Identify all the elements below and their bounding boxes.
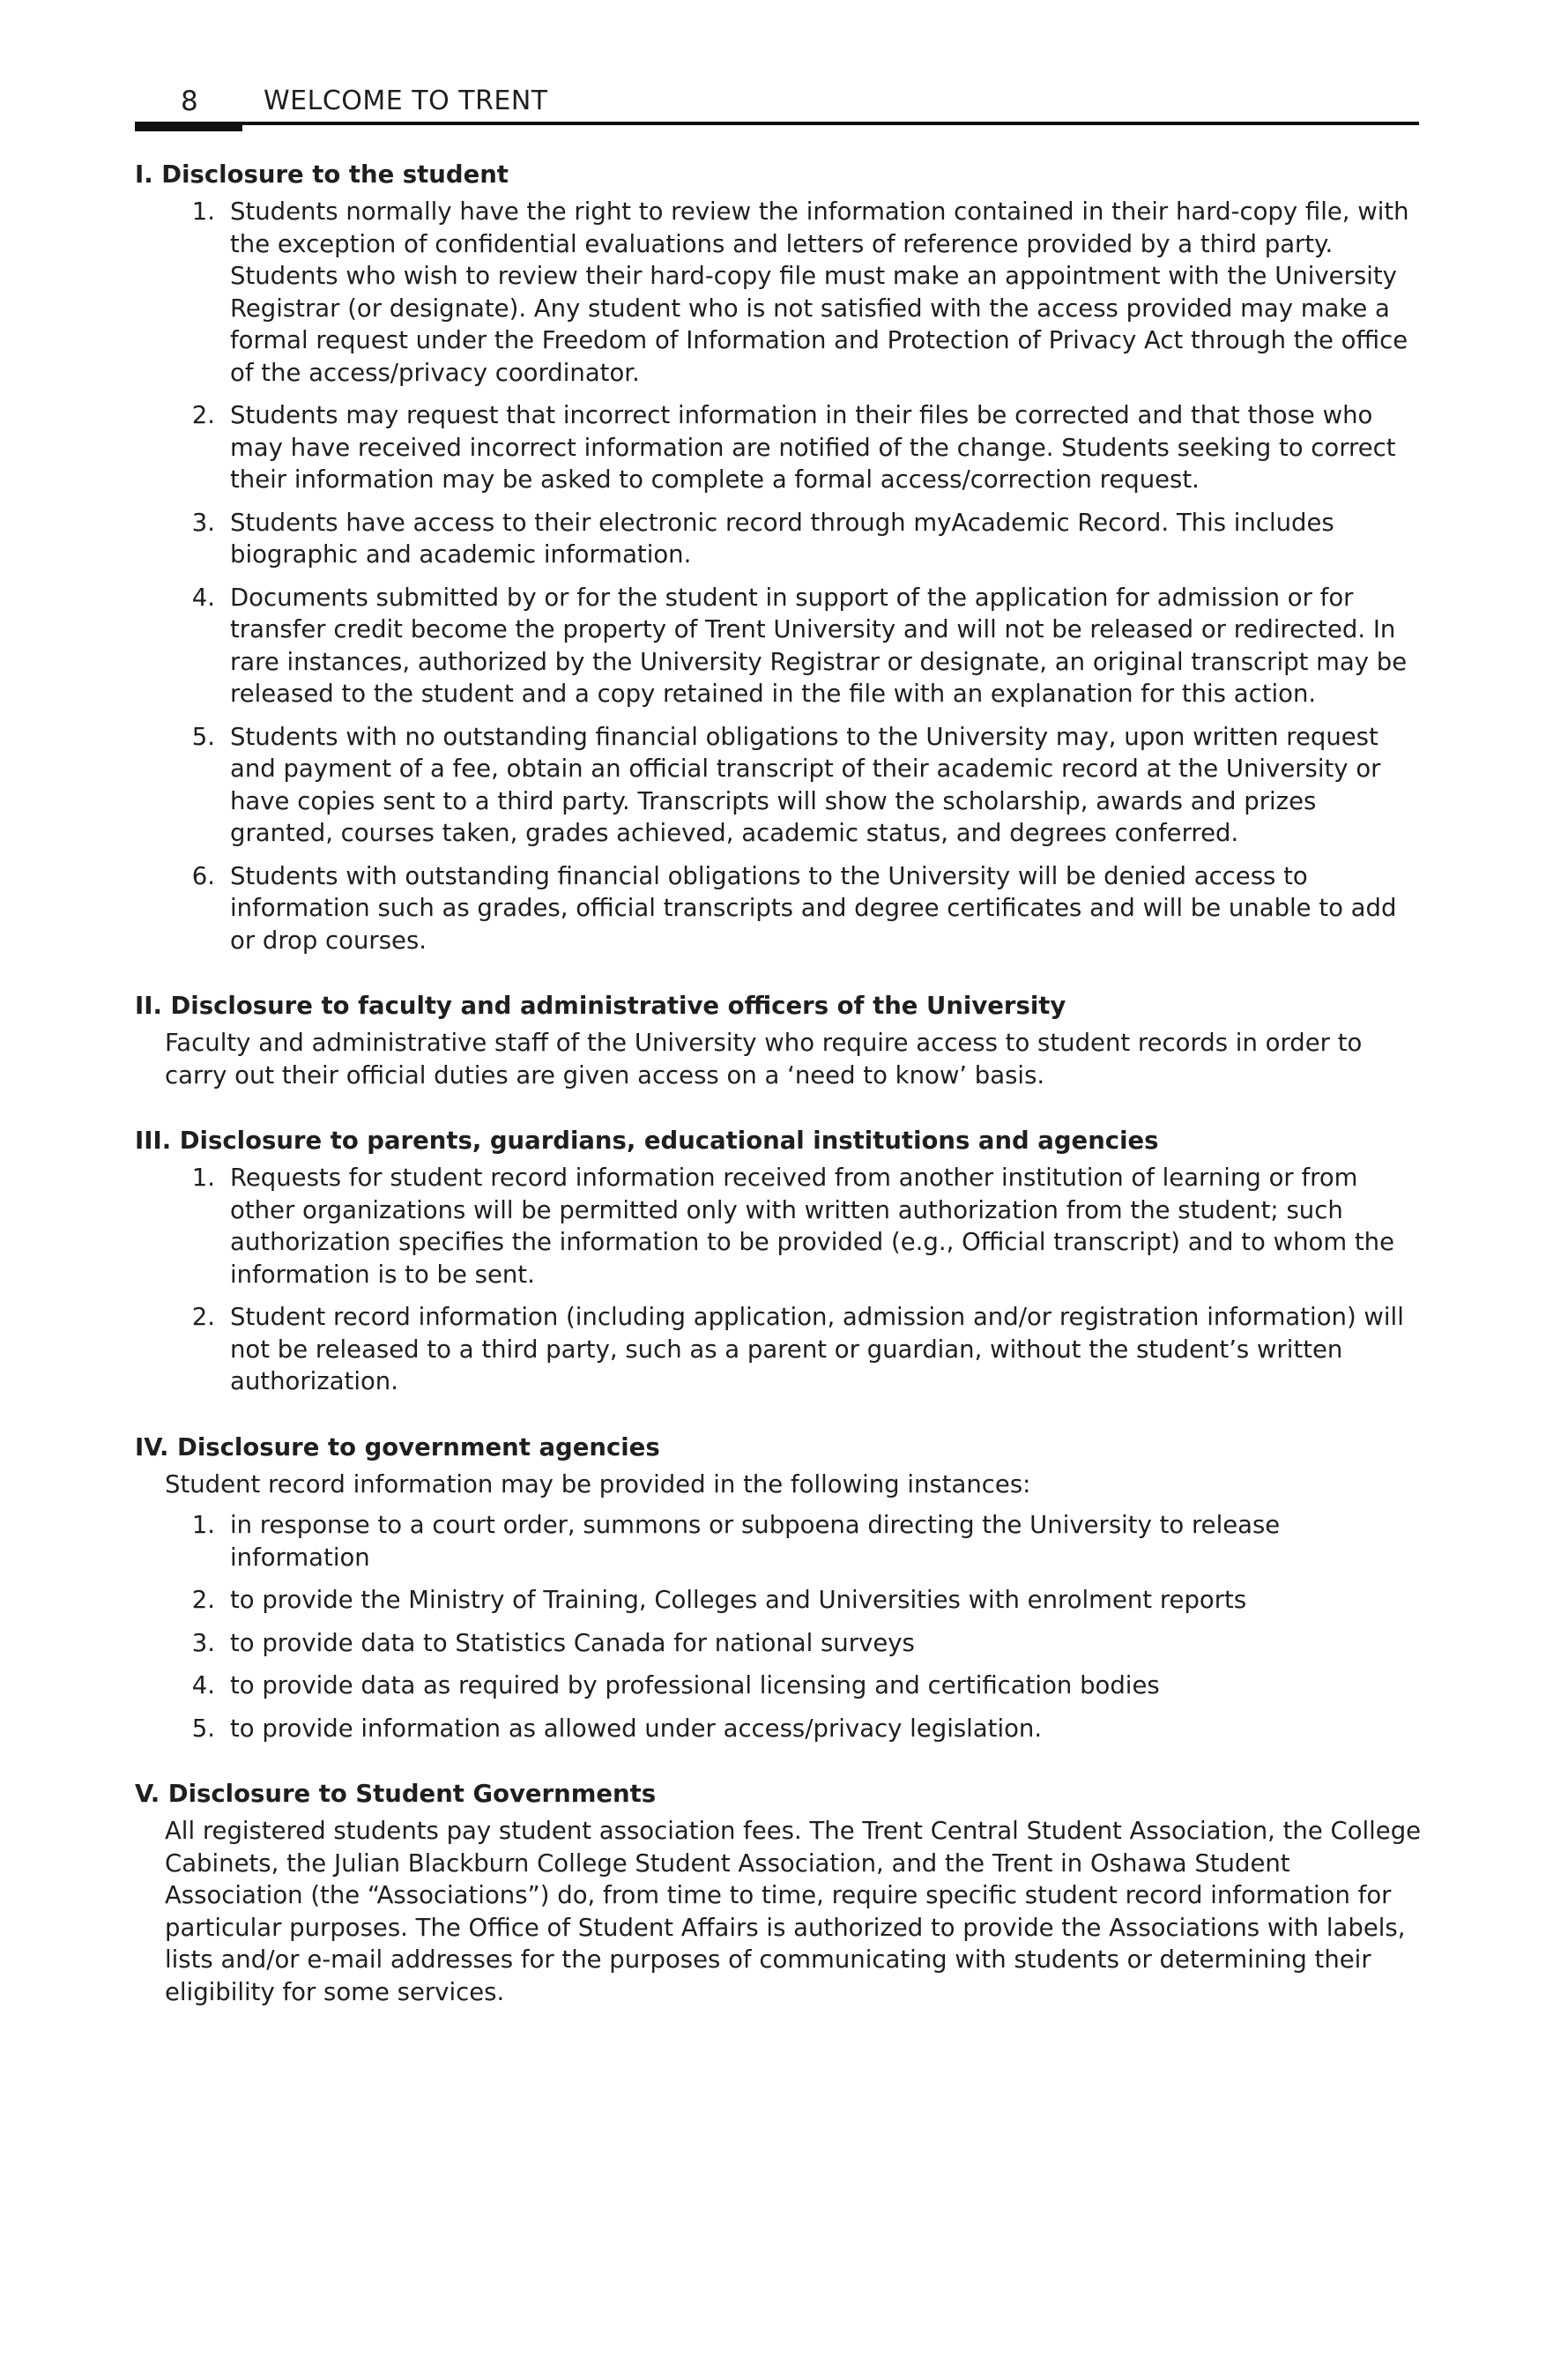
item-text: in response to a court order, summons or subpoena directing the University to release information	[230, 1511, 1281, 1572]
item-number: 5.	[191, 722, 215, 751]
header-rule	[135, 122, 1419, 125]
item-number: 4.	[191, 583, 215, 612]
item-number: 4.	[191, 1671, 215, 1699]
item-text: Students have access to their electronic record through myAcademic Record. This includes biographic and academic information.	[230, 508, 1334, 569]
item-text: Documents submitted by or for the student in support of the application for admission or for transfer credit become the property of Trent University and will not be released or redirected. In rare instances, authorized by the University Registrar or designate, an original transcript may be released to the student and a copy retained in the file with an explanation for this action.	[230, 583, 1408, 708]
list-item	[135, 721, 1422, 850]
section-heading: IV. Disclosure to government agencies	[135, 1432, 660, 1461]
section-disclosure-to-faculty	[135, 990, 1422, 1091]
section-disclosure-to-parents	[135, 1125, 1422, 1398]
item-number: 2.	[191, 1303, 215, 1331]
section-disclosure-to-government	[135, 1432, 1422, 1745]
item-text: Students with outstanding financial obligations to the University will be denied access to information such as grades, official transcripts and degree certificates and will be unable to add or drop courses.	[230, 861, 1397, 955]
section-paragraph: Student record information may be provided in the following instances:	[165, 1469, 1031, 1499]
section-heading: I. Disclosure to the student	[135, 160, 509, 189]
numbered-list	[135, 1162, 1422, 1398]
list-item	[135, 860, 1422, 957]
item-text: Student record information (including application, admission and/or registration information) will not be released to a third party, such as a parent or guardian, without the student’s written authorization.	[230, 1303, 1404, 1395]
item-text: to provide data as required by professional licensing and certification bodies	[230, 1671, 1160, 1699]
list-item	[135, 1584, 1422, 1617]
section-heading: V. Disclosure to Student Governments	[135, 1780, 657, 1808]
section-paragraph: Faculty and administrative staff of the University who require access to student records in order to carry out their official duties are given access on a ‘need to know’ basis.	[165, 1029, 1363, 1090]
item-number: 1.	[191, 1164, 215, 1192]
list-item	[135, 1509, 1422, 1573]
list-item	[135, 1162, 1422, 1290]
numbered-list	[135, 1509, 1422, 1744]
item-number: 2.	[191, 1586, 215, 1614]
list-item	[135, 1670, 1422, 1702]
running-title: WELCOME TO TRENT	[264, 86, 548, 116]
item-text: to provide information as allowed under access/privacy legislation.	[230, 1714, 1043, 1743]
item-number: 3.	[191, 508, 215, 537]
item-text: Students normally have the right to review the information contained in their hard-copy file, with the exception of confidential evaluations and letters of reference provided by a third party. Students who wish to review their hard-copy file must make an appointment with the University Registrar (or designate). Any student who is not satisfied with the access provided may make a formal request under the Freedom of Information and Protection of Privacy Act through the office of the access/privacy coordinator.	[230, 197, 1409, 387]
section-paragraph: All registered students pay student association fees. The Trent Central Student Association, the College Cabinets, the Julian Blackburn College Student Association, and the Trent in Oshawa Student Association (the “Associations”) do, from time to time, require specific student record information for particular purposes. The Office of Student Affairs is authorized to provide the Associations with labels, lists and/or e-mail addresses for the purposes of communicating with students or determining their eligibility for some services.	[165, 1817, 1422, 2006]
numbered-list	[135, 196, 1422, 956]
list-item	[135, 399, 1422, 496]
header-rule-tab	[135, 123, 242, 131]
item-number: 1.	[191, 1511, 215, 1539]
list-item	[135, 1627, 1422, 1660]
section-heading: II. Disclosure to faculty and administrative officers of the University	[135, 992, 1066, 1020]
item-text: to provide the Ministry of Training, Colleges and Universities with enrolment reports	[230, 1586, 1247, 1614]
item-number: 5.	[191, 1714, 215, 1743]
list-item	[135, 582, 1422, 710]
list-item	[135, 1301, 1422, 1398]
section-disclosure-to-student	[135, 159, 1422, 956]
item-number: 1.	[191, 197, 215, 226]
item-text: Students with no outstanding financial obligations to the University may, upon written request and payment of a fee, obtain an official transcript of their academic record at the University or have copies sent to a third party. Transcripts will show the scholarship, awards and prizes granted, courses taken, grades achieved, academic status, and degrees conferred.	[230, 722, 1381, 847]
item-number: 2.	[191, 401, 215, 429]
list-item	[135, 1713, 1422, 1745]
item-text: Requests for student record information received from another institution of learning or from other organizations will be permitted only with written authorization from the student; such authorization specifies the information to be provided (e.g., Official transcript) and to whom the information is to be sent.	[230, 1164, 1395, 1289]
section-heading: III. Disclosure to parents, guardians, educational institutions and agencies	[135, 1127, 1159, 1155]
item-number: 3.	[191, 1628, 215, 1657]
item-number: 6.	[191, 861, 215, 890]
list-item	[135, 196, 1422, 389]
section-disclosure-to-student-governments	[135, 1778, 1422, 2008]
page-number: 8	[181, 86, 198, 117]
item-text: to provide data to Statistics Canada for national surveys	[230, 1628, 915, 1657]
list-item	[135, 507, 1422, 571]
item-text: Students may request that incorrect information in their files be corrected and that those who may have received incorrect information are notified of the change. Students seeking to correct their information may be asked to complete a formal access/correction request.	[230, 401, 1396, 494]
document-body	[135, 159, 1422, 2008]
page-header	[135, 82, 1419, 135]
